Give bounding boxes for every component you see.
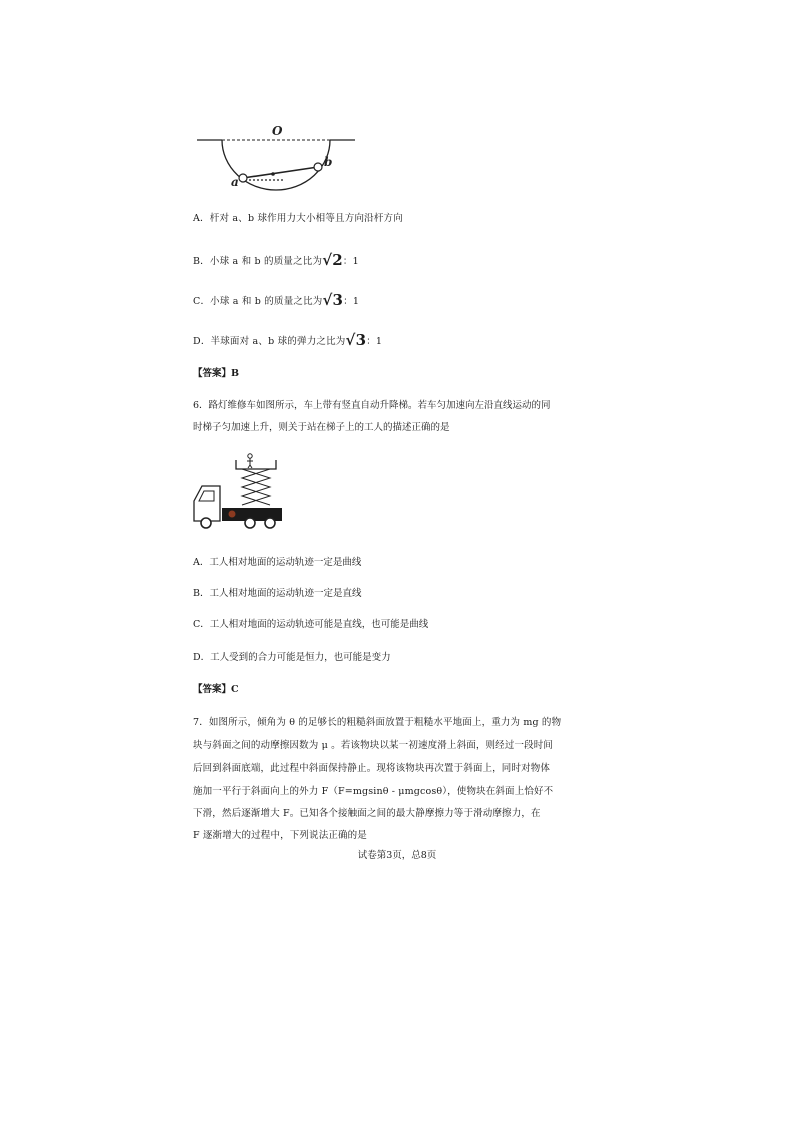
q5-option-c <box>193 291 360 309</box>
rear-wheel-2 <box>265 518 275 528</box>
q7-stem-line-5: 下滑，然后逐渐增大 F。已知各个接触面之间的最大静摩擦力等于滑动摩擦力，在 <box>193 808 541 819</box>
q6-option-d: D．工人受到的合力可能是恒力，也可能是变力 <box>193 652 391 663</box>
hemisphere-bowl-figure <box>195 120 360 195</box>
q7-stem-line-1: 7．如图所示，倾角为 θ 的足够长的粗糙斜面放置于粗糙水平地面上，重力为 mg 的物 <box>193 717 562 728</box>
scissor-right <box>242 469 270 505</box>
q6-stem-line-1: 6．路灯维修车如图所示，车上带有竖直自动升降梯。若车匀加速向左沿直线运动的同 <box>193 400 551 411</box>
q6-stem-line-2: 时梯子匀加速上升，则关于站在梯子上的工人的描述正确的是 <box>193 422 450 433</box>
label-o: O <box>272 124 283 138</box>
q6-option-a: A．工人相对地面的运动轨迹一定是曲线 <box>193 557 362 568</box>
q6-option-c: C．工人相对地面的运动轨迹可能是直线，也可能是曲线 <box>193 619 429 630</box>
rod <box>243 167 318 178</box>
q5-option-b-ratio: ：1 <box>342 256 359 267</box>
q5-option-c-ratio: ：1 <box>343 296 360 307</box>
q5-option-b-radical: √2 <box>322 251 343 269</box>
q7-stem-line-2: 块与斜面之间的动摩擦因数为 μ 。若该物块以某一初速度滑上斜面，则经过一段时间 <box>193 740 554 751</box>
scissor-left <box>242 469 270 505</box>
q6-option-b: B．工人相对地面的运动轨迹一定是直线 <box>193 588 362 599</box>
q5-option-d-text: D．半球面对 a、b 球的弹力之比为 <box>193 336 346 347</box>
bed-emblem <box>229 511 236 518</box>
q7-stem-line-4: 施加一平行于斜面向上的外力 F（F=mgsinθ - μmgcosθ），使物块在斜面上恰好不 <box>193 786 554 797</box>
rod-midpoint <box>271 172 275 176</box>
q5-option-c-radical: √3 <box>322 291 344 309</box>
repair-truck-figure <box>190 448 290 533</box>
worker-head <box>248 454 252 458</box>
q7-stem-line-6: F 逐渐增大的过程中，下列说法正确的是 <box>193 830 367 841</box>
q5-option-a: A．杆对 a、b 球作用力大小相等且方向沿杆方向 <box>193 213 403 224</box>
q5-option-d-radical: √3 <box>345 331 367 349</box>
rear-wheel-1 <box>245 518 255 528</box>
q5-option-c-text: C．小球 a 和 b 的质量之比为 <box>193 296 323 307</box>
q5-option-b <box>193 251 359 269</box>
q5-option-d <box>193 331 383 349</box>
front-wheel <box>201 518 211 528</box>
ball-b <box>314 163 322 171</box>
q5-option-b-text: B．小球 a 和 b 的质量之比为 <box>193 256 323 267</box>
label-b: b <box>324 155 333 169</box>
q7-stem-line-3: 后回到斜面底端，此过程中斜面保持静止。现将该物块再次置于斜面上，同时对物体 <box>193 763 551 774</box>
lift-platform <box>236 460 276 469</box>
q6-answer: 【答案】C <box>193 684 239 695</box>
q5-answer: 【答案】B <box>193 368 240 379</box>
label-a: a <box>231 175 239 189</box>
q5-option-d-ratio: ：1 <box>366 336 383 347</box>
worker-legs <box>248 465 252 468</box>
page-footer: 试卷第3页，总8页 <box>357 850 437 861</box>
ball-a <box>239 174 247 182</box>
